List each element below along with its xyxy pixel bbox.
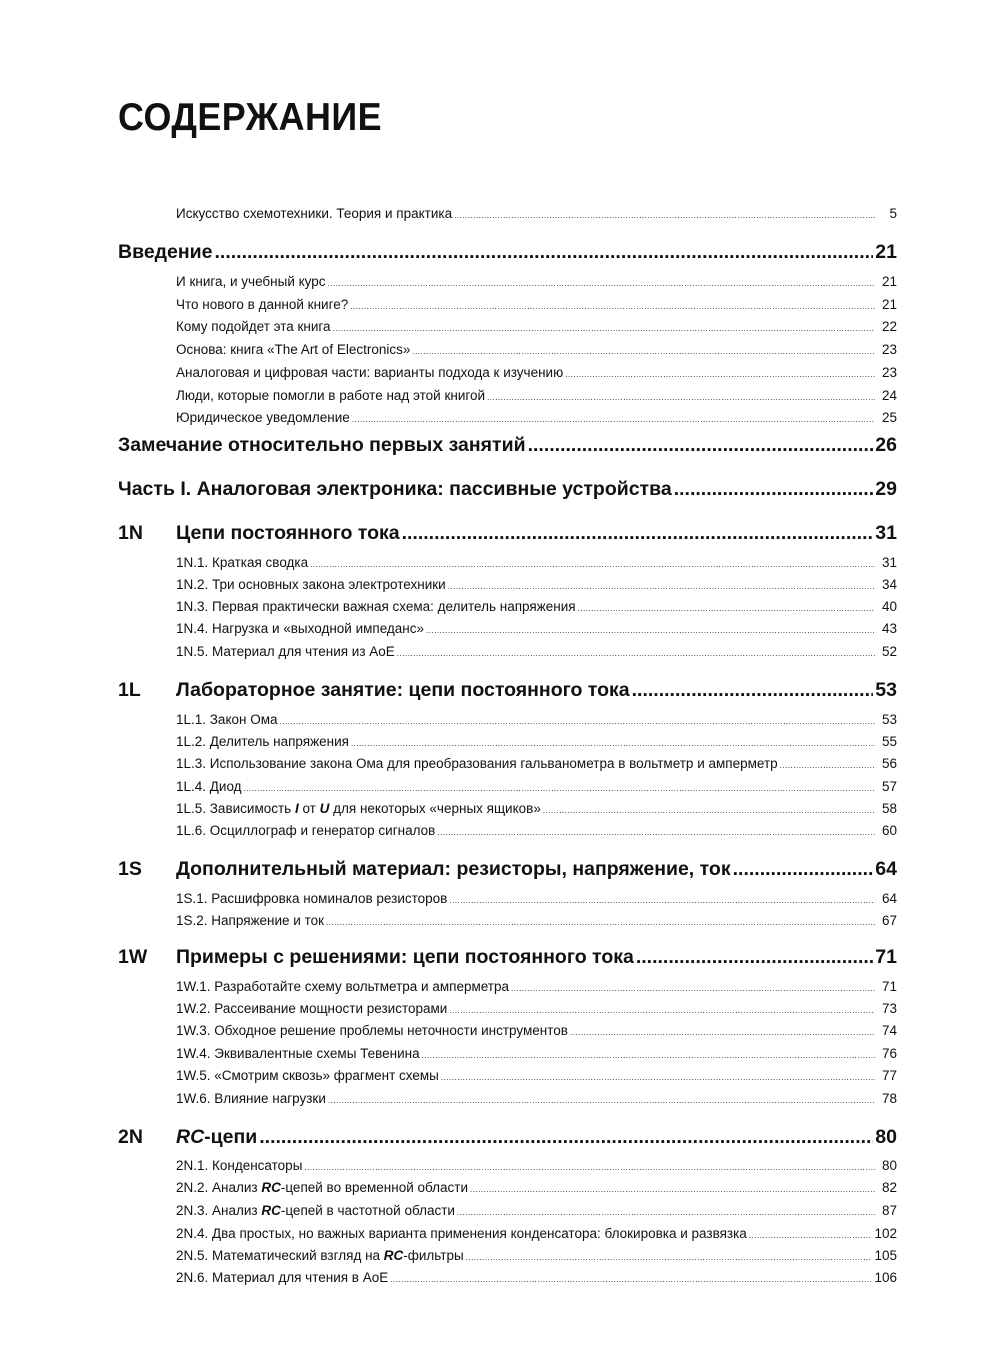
page-number: 57 [881, 779, 897, 794]
toc-subentry[interactable] [176, 1203, 897, 1223]
entry-title: Цепи постоянного тока [176, 522, 400, 544]
entry-title: Дополнительный материал: резисторы, напряжение, ток [176, 858, 731, 880]
toc-chapter[interactable] [118, 946, 897, 974]
dot-leader [402, 522, 874, 545]
entry-title: Основа: книга «The Art of Electronics» [176, 342, 411, 357]
page-number: 23 [881, 365, 897, 380]
toc-subentry[interactable] [176, 1270, 897, 1290]
entry-title: 1L.2. Делитель напряжения [176, 734, 349, 749]
entry-title: Введение [118, 241, 213, 263]
page-number: 53 [881, 712, 897, 727]
page-number: 25 [881, 410, 897, 425]
toc-section[interactable] [118, 478, 897, 506]
page-number: 73 [881, 1001, 897, 1016]
title-fragment: 2N.3. Анализ [176, 1203, 262, 1218]
page-number: 52 [881, 644, 897, 659]
page-number: 21 [881, 274, 897, 289]
page-number: 60 [881, 823, 897, 838]
dot-leader [304, 1163, 875, 1172]
toc-subentry[interactable] [176, 1180, 897, 1200]
entry-title: Примеры с решениями: цепи постоянного тока [176, 946, 634, 968]
toc-chapter[interactable] [118, 522, 897, 550]
chapter-number: 1W [118, 946, 148, 968]
entry-title: 1L.1. Закон Ома [176, 712, 278, 727]
page-number: 80 [875, 1126, 897, 1148]
toc-subentry[interactable] [176, 577, 897, 597]
toc-chapter[interactable] [118, 858, 897, 886]
entry-title [176, 1203, 455, 1218]
page-number: 43 [881, 621, 897, 636]
dot-leader [528, 434, 874, 457]
page-number: 40 [881, 599, 897, 614]
page-number: 53 [875, 679, 897, 701]
entry-title: 1W.2. Рассеивание мощности резисторами [176, 1001, 448, 1016]
entry-title: 1W.3. Обходное решение проблемы неточности инструментов [176, 1023, 568, 1038]
toc-subentry[interactable] [176, 1046, 897, 1066]
toc-subentry[interactable] [176, 801, 897, 821]
toc-subentry[interactable] [176, 1023, 897, 1043]
chapter-number: 2N [118, 1126, 143, 1148]
title-fragment: -цепей в частотной области [280, 1203, 455, 1218]
dot-leader [422, 1051, 875, 1060]
page-number: 31 [875, 522, 897, 544]
entry-title: 1W.6. Влияние нагрузки [176, 1091, 326, 1106]
toc-subentry[interactable] [176, 297, 897, 317]
toc-subentry[interactable] [176, 913, 897, 933]
toc-subentry[interactable] [176, 712, 897, 732]
entry-title [176, 1180, 468, 1195]
dot-leader [244, 784, 875, 793]
entry-title: 1N.3. Первая практически важная схема: делитель напряжения [176, 599, 576, 614]
entry-title: Аналоговая и цифровая части: варианты подхода к изучению [176, 365, 564, 380]
page-number: 76 [881, 1046, 897, 1061]
dot-leader [259, 1126, 873, 1149]
dot-leader [454, 211, 875, 220]
toc-chapter[interactable] [118, 1126, 897, 1154]
chapter-number: 1S [118, 858, 142, 880]
page-number: 22 [881, 319, 897, 334]
entry-title: Что нового в данной книге? [176, 297, 349, 312]
dot-leader [674, 478, 874, 501]
toc-section[interactable] [118, 241, 897, 269]
page-number: 102 [874, 1226, 897, 1241]
toc-subentry[interactable] [176, 779, 897, 799]
page-number: 21 [881, 297, 897, 312]
dot-leader [780, 761, 875, 770]
entry-title: 1S.1. Расшифровка номиналов резисторов [176, 891, 448, 906]
entry-title: 1N.1. Краткая сводка [176, 555, 309, 570]
page-number: 67 [881, 913, 897, 928]
entry-title: 1L.4. Диод [176, 779, 242, 794]
page-number: 74 [881, 1023, 897, 1038]
entry-title: Замечание относительно первых занятий [118, 434, 526, 456]
toc-subentry[interactable] [176, 410, 897, 430]
title-fragment: 1L.5. Зависимость [176, 801, 295, 816]
entry-title: Искусство схемотехники. Теория и практика [176, 206, 453, 221]
entry-title: 1N.2. Три основных закона электротехники [176, 577, 446, 592]
title-fragment: -цепей во временной области [280, 1180, 469, 1195]
title-fragment: -фильтры [403, 1248, 464, 1263]
italic-symbol: RC [383, 1248, 404, 1263]
page-number: 64 [875, 858, 897, 880]
dot-leader [390, 1275, 872, 1284]
toc-subentry[interactable] [176, 274, 897, 294]
page-number: 23 [881, 342, 897, 357]
page-number: 29 [875, 478, 897, 500]
page-number: 105 [874, 1248, 897, 1263]
page-number: 34 [881, 577, 897, 592]
page-number: 71 [875, 946, 897, 968]
entry-title: 1L.6. Осциллограф и генератор сигналов [176, 823, 436, 838]
dot-leader [333, 324, 875, 333]
title-fragment: 2N.5. Математический взгляд на [176, 1248, 384, 1263]
title-fragment: 2N.2. Анализ [176, 1180, 262, 1195]
toc-subentry[interactable] [176, 555, 897, 575]
entry-title [176, 801, 541, 816]
toc-chapter[interactable] [118, 679, 897, 707]
entry-title: 1W.1. Разработайте схему вольтметра и амперметра [176, 979, 509, 994]
entry-title: Люди, которые помогли в работе над этой книгой [176, 388, 486, 403]
page-number: 71 [881, 979, 897, 994]
entry-title: Лабораторное занятие: цепи постоянного тока [176, 679, 630, 701]
page-number: 77 [881, 1068, 897, 1083]
entry-title [176, 1248, 464, 1263]
dot-leader [470, 1185, 875, 1194]
dot-leader [350, 302, 875, 311]
entry-title: 2N.1. Конденсаторы [176, 1158, 303, 1173]
page-number: 56 [881, 756, 897, 771]
entry-title: Часть I. Аналоговая электроника: пассивные устройства [118, 478, 672, 500]
page-number: 82 [881, 1180, 897, 1195]
entry-title: И книга, и учебный курс [176, 274, 326, 289]
dot-leader [397, 649, 875, 658]
dot-leader [441, 1073, 875, 1082]
page-number: 26 [875, 434, 897, 456]
dot-leader [487, 393, 875, 402]
toc-subentry[interactable] [176, 1248, 897, 1268]
dot-leader [412, 347, 875, 356]
dot-leader [466, 1253, 873, 1262]
dot-leader [351, 739, 875, 748]
toc-subentry[interactable] [176, 823, 897, 843]
dot-leader [215, 241, 874, 264]
title-fragment: -цепи [204, 1126, 258, 1148]
dot-leader [570, 1028, 875, 1037]
dot-leader [426, 626, 875, 635]
entry-title: Юридическое уведомление [176, 410, 350, 425]
toc-subentry[interactable] [176, 206, 897, 226]
toc-subentry[interactable] [176, 1068, 897, 1088]
entry-title [176, 1126, 257, 1149]
dot-leader [352, 415, 875, 424]
entry-title: 2N.4. Два простых, но важных варианта применения конденсатора: блокировка и развязка [176, 1226, 747, 1241]
dot-leader [632, 679, 874, 702]
dot-leader [328, 1096, 875, 1105]
dot-leader [328, 279, 875, 288]
dot-leader [449, 896, 875, 905]
dot-leader [733, 858, 874, 881]
dot-leader [449, 1006, 875, 1015]
dot-leader [636, 946, 873, 969]
entry-title: 2N.6. Материал для чтения в АоЕ [176, 1270, 389, 1285]
toc-subentry[interactable] [176, 644, 897, 664]
dot-leader [749, 1231, 873, 1240]
page-number: 80 [881, 1158, 897, 1173]
toc-subentry[interactable] [176, 599, 897, 619]
dot-leader [326, 918, 875, 927]
entry-title: 1N.5. Материал для чтения из АоЕ [176, 644, 395, 659]
page-number: 21 [875, 241, 897, 263]
toc-subentry[interactable] [176, 342, 897, 362]
toc-subentry[interactable] [176, 979, 897, 999]
italic-symbol: RC [261, 1180, 281, 1195]
toc-subentry[interactable] [176, 1226, 897, 1246]
page-number: 58 [881, 801, 897, 816]
toc-subentry[interactable] [176, 1091, 897, 1111]
entry-title: 1S.2. Напряжение и ток [176, 913, 325, 928]
chapter-number: 1N [118, 522, 143, 544]
toc-subentry[interactable] [176, 891, 897, 911]
page-number: 106 [874, 1270, 897, 1285]
italic-symbol: I [294, 801, 299, 816]
toc-subentry[interactable] [176, 756, 897, 776]
italic-symbol: RC [176, 1126, 205, 1148]
toc-subentry[interactable] [176, 1158, 897, 1178]
dot-leader [448, 582, 875, 591]
toc-subentry[interactable] [176, 734, 897, 754]
chapter-number: 1L [118, 679, 141, 701]
toc-subentry[interactable] [176, 319, 897, 339]
entry-title: 1W.4. Эквивалентные схемы Тевенина [176, 1046, 420, 1061]
page-title: СОДЕРЖАНИЕ [118, 96, 382, 139]
entry-title: Кому подойдет эта книга [176, 319, 331, 334]
page-number: 55 [881, 734, 897, 749]
dot-leader [543, 806, 875, 815]
toc-subentry[interactable] [176, 388, 897, 408]
italic-symbol: U [319, 801, 330, 816]
page-number: 64 [881, 891, 897, 906]
title-fragment: для некоторых «черных ящиков» [329, 801, 541, 816]
entry-title: 1W.5. «Смотрим сквозь» фрагмент схемы [176, 1068, 439, 1083]
entry-title: 1N.4. Нагрузка и «выходной импеданс» [176, 621, 425, 636]
dot-leader [511, 984, 875, 993]
dot-leader [578, 604, 875, 613]
dot-leader [437, 828, 875, 837]
page-number: 24 [881, 388, 897, 403]
page-number: 87 [881, 1203, 897, 1218]
dot-leader [457, 1208, 875, 1217]
toc-subentry[interactable] [176, 1001, 897, 1021]
title-fragment: от [298, 801, 320, 816]
entry-title: 1L.3. Использование закона Ома для преобразования гальванометра в вольтметр и амперметр [176, 756, 778, 771]
toc-subentry[interactable] [176, 621, 897, 641]
dot-leader [280, 717, 875, 726]
page-number: 5 [889, 206, 897, 221]
dot-leader [565, 370, 875, 379]
toc-section[interactable] [118, 434, 897, 462]
toc-subentry[interactable] [176, 365, 897, 385]
page-number: 78 [881, 1091, 897, 1106]
italic-symbol: RC [261, 1203, 281, 1218]
page-number: 31 [881, 555, 897, 570]
dot-leader [310, 560, 875, 569]
